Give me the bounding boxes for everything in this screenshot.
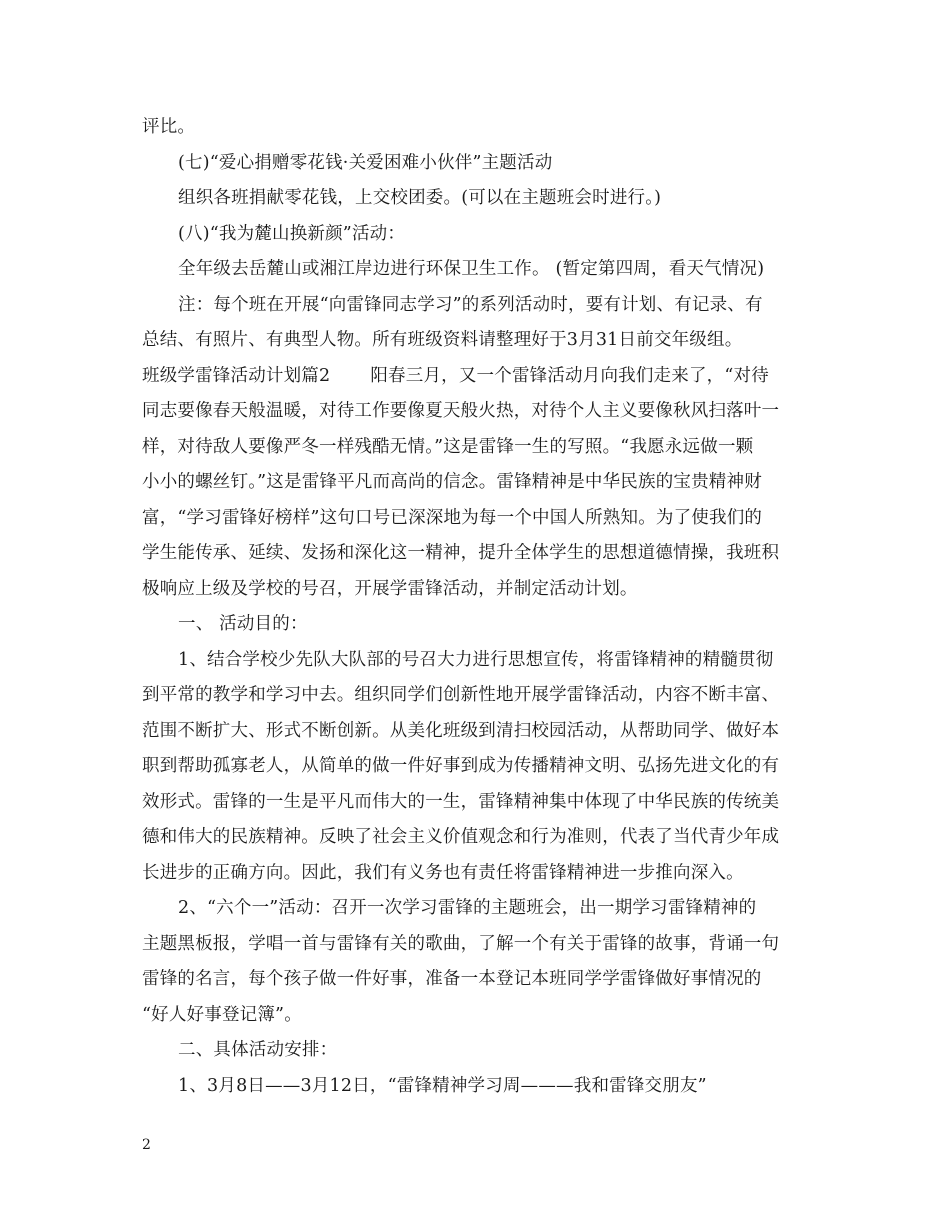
paragraph-line: 范围不断扩大、形式不断创新。从美化班级到清扫校园活动，从帮助同学、做好本 (142, 720, 780, 741)
section-heading-line (142, 359, 812, 395)
subheading: 一、 活动目的： (178, 614, 308, 634)
paragraph-line: 1、3月8日——3月12日，“雷锋精神学习周———我和雷锋交朋友” (178, 1075, 707, 1096)
paragraph-line: 1、结合学校少先队大队部的号召大力进行思想宣传，将雷锋精神的精髓贯彻 (178, 649, 774, 670)
paragraph-line: 学生能传承、延续、发扬和深化这一精神，提升全体学生的思想道德情操，我班积 (142, 543, 780, 563)
paragraph-line: 全年级去岳麓山或湘江岸边进行环保卫生工作。 (暂定第四周，看天气情况) (178, 259, 765, 279)
paragraph-line: 样，对待敌人要像严冬一样残酷无情。”这是雷锋一生的写照。“我愿永远做一颗 (142, 436, 754, 457)
paragraph-line: 长进步的正确方向。因此，我们有义务也有责任将雷锋精神进一步推向深入。 (142, 862, 744, 883)
paragraph-line: 小小的螺丝钉。”这是雷锋平凡而高尚的信念。雷锋精神是中华民族的宝贵精神财 (142, 472, 762, 492)
paragraph-line: (七)“爱心捐赠零花钱·关爱困难小伙伴”主题活动 (178, 152, 553, 173)
document-body (142, 110, 812, 1104)
paragraph-line: 职到帮助孤寡老人，从简单的做一件好事到成为传播精神文明、弘扬先进文化的有 (142, 756, 780, 776)
paragraph-line: 德和伟大的民族精神。反映了社会主义价值观念和行为准则，代表了当代青少年成 (142, 827, 780, 847)
paragraph-line: (八)“我为麓山换新颜”活动： (178, 223, 406, 244)
paragraph-line: 注：每个班在开展“向雷锋同志学习”的系列活动时，要有计划、有记录、有 (178, 294, 763, 315)
paragraph-line: 总结、有照片、有典型人物。所有班级资料请整理好于3月31日前交年级组。 (142, 330, 743, 350)
subheading: 二、具体活动安排： (178, 1040, 338, 1060)
paragraph-line: 到平常的教学和学习中去。组织同学们创新性地开展学雷锋活动，内容不断丰富、 (142, 685, 780, 705)
paragraph-line: “好人好事登记簿”。 (142, 1004, 302, 1025)
paragraph-line: 组织各班捐献零花钱，上交校团委。(可以在主题班会时进行。) (178, 188, 662, 208)
section-heading: 班级学雷锋活动计划篇2 (142, 365, 331, 386)
paragraph-line: 效形式。雷锋的一生是平凡而伟大的一生，雷锋精神集中体现了中华民族的传统美 (142, 791, 780, 812)
page-number: 2 (142, 1137, 151, 1153)
paragraph-line: 富，“学习雷锋好榜样”这句口号已深深地为每一个中国人所熟知。为了使我们的 (142, 507, 763, 528)
paragraph-line: 极响应上级及学校的号召，开展学雷锋活动，并制定活动计划。 (142, 578, 638, 599)
paragraph-line: 2、“六个一”活动：召开一次学习雷锋的主题班会，出一期学习雷锋精神的 (178, 898, 757, 918)
paragraph-line: 主题黑板报，学唱一首与雷锋有关的歌曲，了解一个有关于雷锋的故事，背诵一句 (142, 933, 780, 954)
paragraph-line: 雷锋的名言，每个孩子做一件好事，准备一本登记本班同学学雷锋做好事情况的 (142, 969, 762, 989)
paragraph-line: 阳春三月，又一个雷锋活动月向我们走来了，“对待 (370, 365, 769, 386)
paragraph-line: 同志要像春天般温暖，对待工作要像夏天般火热，对待个人主义要像秋风扫落叶一 (142, 401, 780, 421)
paragraph-line: 评比。 (142, 117, 196, 137)
